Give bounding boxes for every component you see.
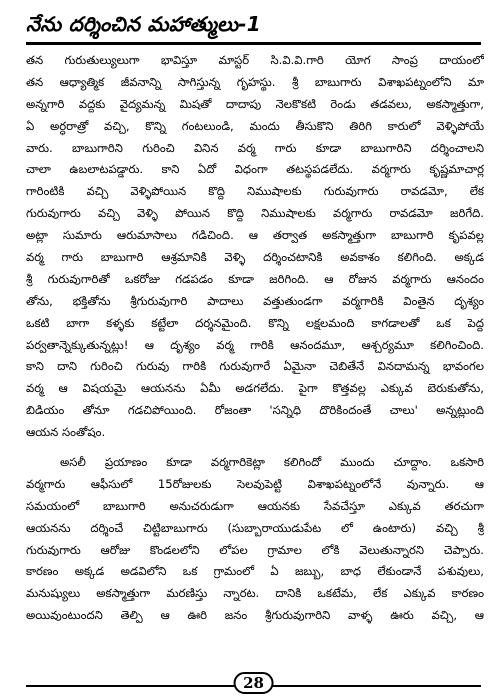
text-line: బిడియం తోనూ గడచిపోయింది. రోజంతా 'సన్నిధి దొరికిందంతే చాలు' అన్నట్లుంది	[26, 403, 484, 418]
text-line: చాలా ఉబలాటపడ్డారు. కాని ఏదో విధంగా తటస్థపడలేదు. వర్మగారు కృష్ణమాచార్ల	[26, 162, 484, 177]
text-line: అయివుంటుందని తెల్పి ఆ ఊరి జనం శ్రీగురువుగారిని వాళ్ళ ఊరు వచ్చి, ఆ	[26, 608, 484, 623]
text-line: శ్రీ గురువుగారితో ఒకరోజు గడపడం కూడా జరిగింది. ఆ రోజున వర్మగారు ఆనందం	[26, 271, 484, 286]
text-line: కాని దాని గురించి గురువు గారికి గురువుగారే ఏమైనా చెబితేనే వినదామన్న భావంగల	[26, 359, 484, 374]
text-line: ఆయన సంతోషం.	[26, 425, 106, 440]
text-line: తన ఆధ్యాత్మిక జీవనాన్ని సాగిస్తున్న గృహస్థు. శ్రీ బాబుగారు విశాఖపట్నంలోని మా	[26, 74, 484, 89]
page-number: 28	[233, 672, 274, 694]
text-line: గురువుగారు ఆరోజు కొండలలోని లోపల గ్రామాల లోకి వెలుతున్నారని చెప్పారు.	[26, 542, 484, 557]
text-line: ఒకటి బాగా కళ్ళకు కట్టేలా దర్శనమైంది. కొన్ని లక్షలమంది కాగడాలతో ఒక పెద్ద	[26, 315, 484, 330]
header-divider	[26, 42, 481, 45]
text-line: అన్నగారి వద్దకు వైద్యమన్న మిషతో దాదాపు నెలకొకటి రెండు తడవలు, అకస్మాత్తుగా,	[26, 96, 484, 111]
running-header	[26, 10, 481, 40]
text-line: వారు. బాబుగారిని గురించి వినిన వర్మ గారు కూడా బాబుగారిని దర్శించాలని	[26, 140, 484, 155]
text-line: తన గురుతుల్యులుగా భావిస్తూ మాస్టర్ సి.వి.వి.గారి యోగ సాంప్ర దాయంలో	[26, 53, 484, 67]
text-line: పర్వతాన్నెక్కుతున్నట్లు! ఆ దృశ్యం వర్మ గారికి ఆనందమూ, ఆశ్చర్యమూ కలిగించింది.	[26, 337, 484, 352]
paragraph-2	[26, 225, 484, 444]
text-line: ఏ అర్ధరాత్రో వచ్చి, కొన్ని గంటలుండి, మందు తీసుకొని తిరిగి కారులో వెళ్ళిపోయే	[26, 118, 484, 133]
paragraph-spacer	[26, 444, 484, 452]
paragraph-1	[26, 50, 484, 225]
page-footer	[26, 674, 481, 692]
text-line: తోను, భక్తితోను శ్రీగురువుగారి పాదాలు వత్తుతుండగా వర్మగారికి వింతైన దృశ్యం	[26, 293, 484, 308]
text-line: కారణం అక్కడ అడవిలోని ఒక గ్రామంలో ఏ జబ్బు, బాధ లేకుండానే పశువులు,	[26, 564, 484, 579]
text-line: అసలీ ప్రయాణం కూడా వర్మగారికెట్లా కలిగిందో ముందు చూద్దాం. ఒకసారి	[60, 455, 484, 470]
text-line: మనుష్యులు అకస్మాత్తుగా మరణిస్తు న్నారట. దానికి ఒకటేమ, లేక ఎక్కువ కారణం	[26, 586, 484, 601]
paragraph-3	[26, 452, 484, 627]
text-line: సమయంలో బాబుగారి అనుచరుడుగా ఆయనకు సేవచేస్తూ ఎక్కువ తరచుగా	[26, 498, 484, 513]
text-line: వర్మ గారు బాబుగారి ఆశ్రమానికి వెళ్ళి దర్శించటానికి అవకాశం కలిగింది. అక్కడ	[26, 250, 484, 265]
text-line: వర్మ ఆ విషయమై ఆయనను ఏమీ అడగలేదు. పైగా కొత్తవల్ల ఎక్కువ బెరుకుతోను,	[26, 381, 484, 396]
text-line: వర్మగారు ఆఫీసులో 15రోజులకు సెలవుపెట్టి విశాఖపట్నంలోనే వున్నారు. ఆ	[26, 476, 484, 491]
text-line: గురువుగారు వచ్చి వెళ్ళి పోయిన కొద్ది నిముషాలకు వర్మగారు రావడమో జరిగేది.	[26, 206, 484, 221]
text-line: ఆయనను దర్శించే చిట్టిబాబుగారు (సుబ్బారాయుడుపేట లో ఉంటారు) వచ్చి శ్రీ	[26, 520, 484, 535]
text-line: అట్లా సుమారు ఆరుమాసాలు గడిచింది. ఆ తర్వాత అకస్మాత్తుగా బాబుగారి కృపవల్ల	[26, 228, 484, 243]
page-body	[26, 50, 484, 627]
book-title: నేను దర్శించిన మహాత్ములు-1	[26, 12, 261, 36]
text-line: గారింటికి వచ్చి వెళ్ళిపోయిన కొద్ది నిముషాలకు గురువుగారు రావడమో, లేక	[26, 184, 484, 199]
